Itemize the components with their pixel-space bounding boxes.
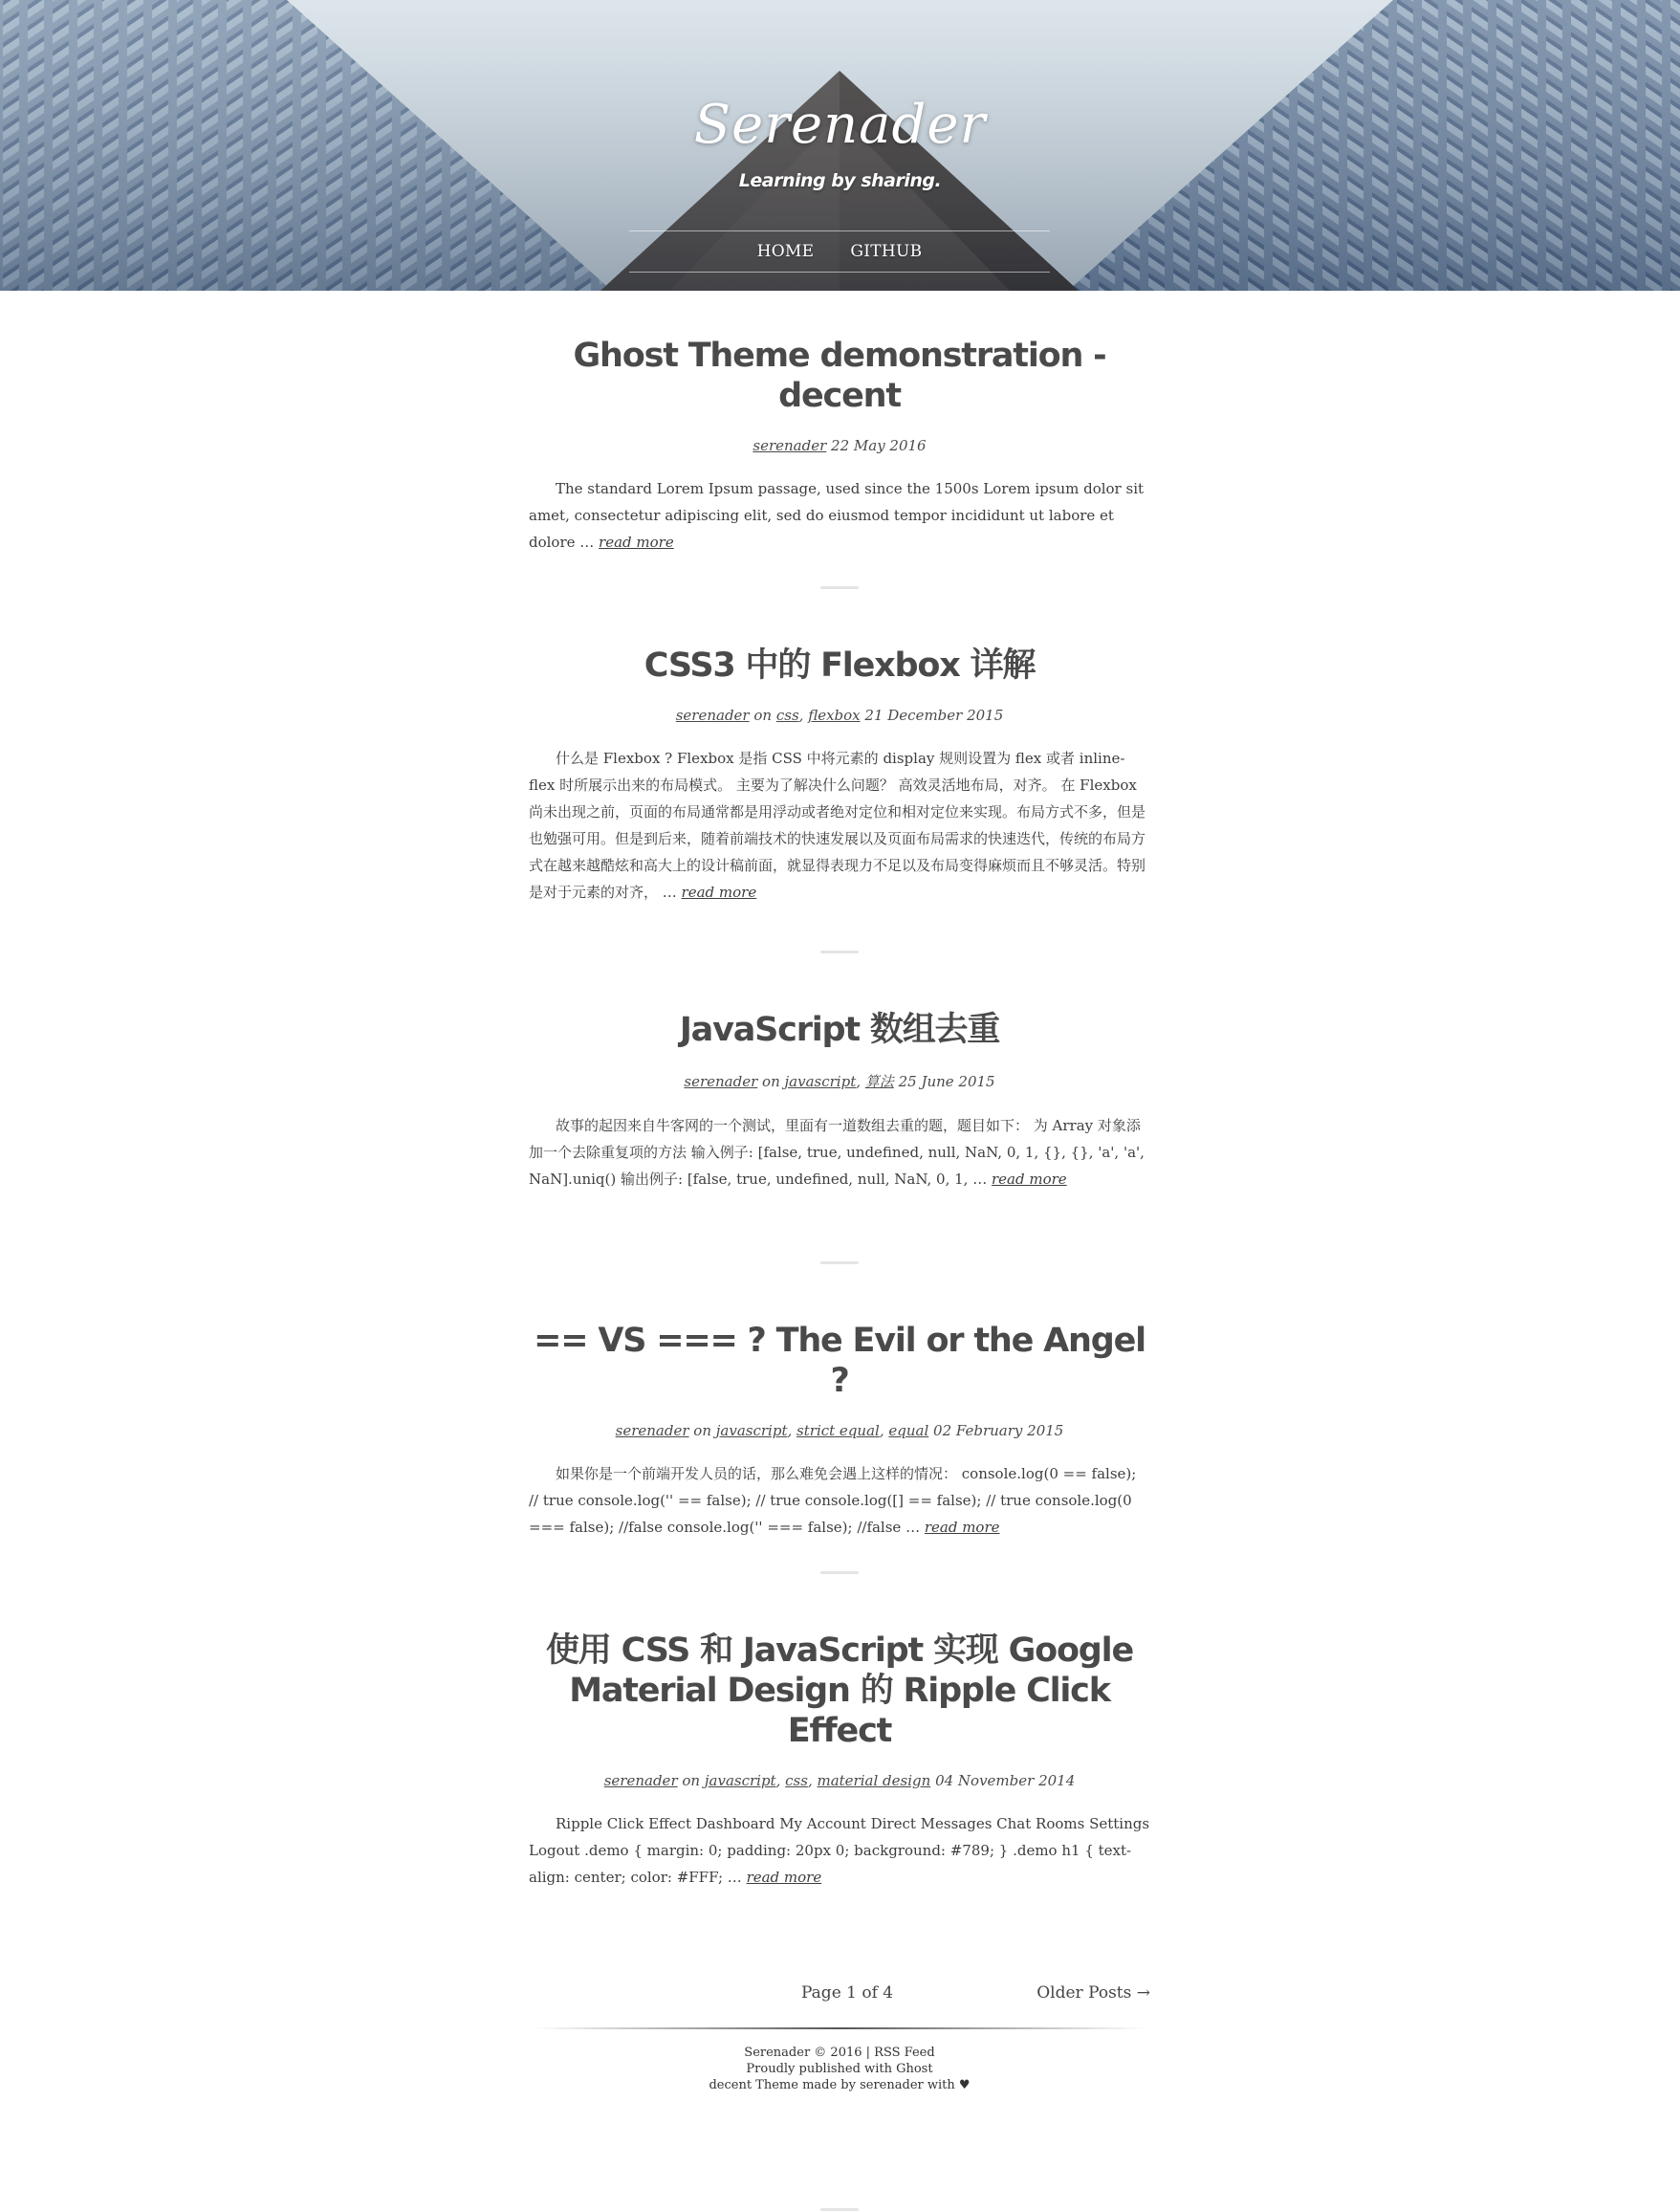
post-meta: serenader on css, flexbox 21 December 2015 xyxy=(675,707,1004,724)
post-card xyxy=(529,1321,1150,1555)
rss-feed-link[interactable]: RSS Feed xyxy=(874,2046,935,2060)
post-meta: serenader on javascript, 算法 25 June 2015 xyxy=(684,1073,995,1090)
post-meta-on: on xyxy=(753,707,773,724)
post-card xyxy=(529,1010,1150,1207)
header-content xyxy=(0,0,1680,291)
read-more-link[interactable]: read more xyxy=(992,1171,1067,1188)
post-date: 25 June 2015 xyxy=(898,1073,995,1090)
site-header xyxy=(0,0,1680,291)
post-card xyxy=(529,336,1150,570)
post-tag-link[interactable]: strict equal xyxy=(796,1422,880,1439)
post-card xyxy=(529,1631,1150,1905)
footer-copyright: Serenader © 2016 xyxy=(744,2046,862,2060)
post-excerpt xyxy=(529,1112,1150,1193)
post-tag-link[interactable]: 算法 xyxy=(864,1073,894,1090)
post-date: 02 February 2015 xyxy=(933,1422,1064,1439)
post-meta-on: on xyxy=(693,1422,711,1439)
post-divider xyxy=(820,1571,859,1574)
post-excerpt xyxy=(529,475,1150,556)
footer-theme-credit: decent Theme made by serenader with ♥ xyxy=(709,2078,971,2092)
post-meta: serenader on javascript, strict equal, equal 02 February 2015 xyxy=(615,1422,1064,1439)
post-excerpt-text: Ripple Click Effect Dashboard My Account Direct Messages Chat Rooms Settings Logout .demo { margin: 0; padding: 20px 0; background: #789; } .demo h1 { text-align: center; color: #FFF; … xyxy=(529,1815,1150,1886)
post-meta: serenader on javascript, css, material design 04 November 2014 xyxy=(603,1772,1076,1789)
post-author-link[interactable]: serenader xyxy=(615,1422,689,1439)
post-tag-link[interactable]: flexbox xyxy=(808,707,861,724)
post-meta-on: on xyxy=(762,1073,780,1090)
post-divider xyxy=(820,951,859,953)
post-divider xyxy=(820,1261,859,1264)
footer-separator: | xyxy=(862,2046,875,2060)
page-number: Page 1 of 4 xyxy=(801,1983,894,2003)
post-tag-link[interactable]: equal xyxy=(888,1422,929,1439)
site-footer xyxy=(529,2045,1150,2093)
post-excerpt-text: 什么是 Flexbox ? Flexbox 是指 CSS 中将元素的 display 规则设置为 flex 或者 inline-flex 时所展示出来的布局模式。 主要为了解决什么问题？ 高效灵活地布局，对齐。 在 Flexbox 尚未出现之前，页面的布局通常都是用浮动或者绝对定位和相对定位来实现。布局方式不多，但是也勉强可用。但是到后来，随着前端技术的快速发展以及页面布局需求的快速迭代，传统的布局方式在越来越酷炫和高大上的设计稿前面，就显得表现力不足以及布局变得麻烦而且不够灵活。特别是对于元素的对齐， … xyxy=(529,750,1146,901)
post-tag-link[interactable]: javascript xyxy=(715,1422,788,1439)
post-title[interactable]: == VS === ? The Evil or the Angel ? xyxy=(534,1322,1145,1400)
post-excerpt-text: 如果你是一个前端开发人员的话，那么难免会遇上这样的情况： console.log(0 == false); // true console.log('' == false); // true console.log([] == false); // true console.log(0 === false); //false console.log('' === false); //false … xyxy=(529,1465,1137,1536)
post-excerpt-text: 故事的起因来自牛客网的一个测试，里面有一道数组去重的题，题目如下： 为 Array 对象添加一个去除重复项的方法 输入例子: [false, true, undefined, null, NaN, 0, 1, {}, {}, 'a', 'a', NaN].uniq() 输出例子: [false, true, undefined, null, NaN, 0, 1, … xyxy=(529,1117,1145,1188)
post-author-link[interactable]: serenader xyxy=(684,1073,758,1090)
post-tag-link[interactable]: material design xyxy=(817,1772,931,1789)
post-excerpt-text: The standard Lorem Ipsum passage, used since the 1500s Lorem ipsum dolor sit amet, consectetur adipiscing elit, sed do eiusmod tempor incididunt ut labore et dolore … xyxy=(529,480,1145,551)
post-title[interactable]: 使用 CSS 和 JavaScript 实现 Google Material Design 的 Ripple Click Effect xyxy=(546,1631,1133,1750)
pagination xyxy=(529,1983,1150,2012)
site-title[interactable]: Serenader xyxy=(693,94,987,156)
nav-home-link[interactable]: HOME xyxy=(756,242,815,261)
post-date: 22 May 2016 xyxy=(831,437,927,454)
post-author-link[interactable]: serenader xyxy=(675,707,750,724)
post-tag-link[interactable]: css xyxy=(785,1772,808,1789)
post-title[interactable]: JavaScript 数组去重 xyxy=(679,1011,1000,1049)
post-tag-link[interactable]: javascript xyxy=(784,1073,857,1090)
older-posts-link[interactable]: Older Posts → xyxy=(1036,1983,1150,2003)
post-tag-link[interactable]: css xyxy=(775,707,799,724)
post-date: 04 November 2014 xyxy=(935,1772,1076,1789)
main-nav xyxy=(629,230,1050,273)
footer-divider xyxy=(534,2027,1145,2029)
post-date: 21 December 2015 xyxy=(864,707,1004,724)
read-more-link[interactable]: read more xyxy=(599,534,674,551)
post-author-link[interactable]: serenader xyxy=(753,437,827,454)
post-title[interactable]: CSS3 中的 Flexbox 详解 xyxy=(644,646,1036,685)
read-more-link[interactable]: read more xyxy=(924,1519,1000,1536)
post-excerpt xyxy=(529,1460,1150,1541)
post-tag-link[interactable]: javascript xyxy=(704,1772,776,1789)
post-meta-on: on xyxy=(682,1772,701,1789)
post-excerpt xyxy=(529,1810,1150,1891)
read-more-link[interactable]: read more xyxy=(746,1869,822,1886)
site-description: Learning by sharing. xyxy=(738,170,942,191)
post-author-link[interactable]: serenader xyxy=(603,1772,678,1789)
footer-line-1 xyxy=(529,2045,1150,2061)
post-meta xyxy=(529,437,1150,454)
read-more-link[interactable]: read more xyxy=(681,884,757,901)
post-card xyxy=(529,646,1150,920)
nav-github-link[interactable]: GITHUB xyxy=(850,242,923,261)
post-title[interactable]: Ghost Theme demonstration - decent xyxy=(573,337,1106,415)
post-divider xyxy=(820,586,859,589)
footer-ghost-credit: Proudly published with Ghost xyxy=(746,2062,933,2076)
post-excerpt xyxy=(529,745,1150,906)
